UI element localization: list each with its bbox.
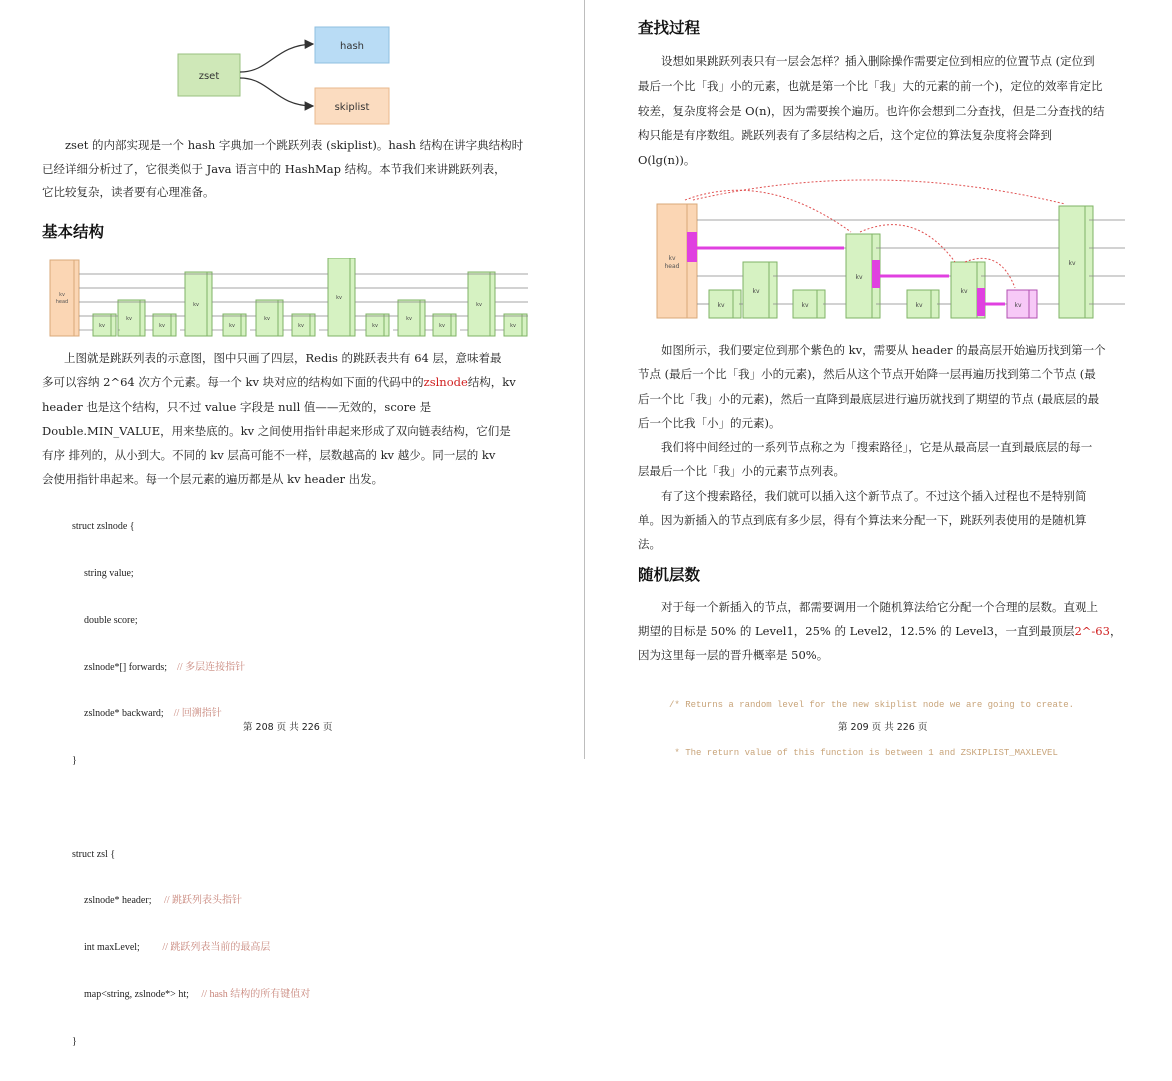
code-blank-line	[72, 800, 310, 816]
random-paragraph	[638, 595, 1123, 667]
arrow-to-skiplist	[240, 78, 313, 106]
section-title-search-process: 查找过程	[638, 19, 701, 37]
left-page-footer: 第 208 页 共 226 页	[243, 722, 333, 733]
search-start-highlight	[687, 232, 697, 262]
skiplist-node-pointer-column	[420, 300, 425, 336]
code-comment-line-2: * The return value of this function is between 1 and ZSKIPLIST_MAXLEVEL	[669, 748, 1058, 758]
insert-line-3: 法。	[638, 537, 661, 552]
intro-line-1: zset 的内部实现是一个 hash 字典加一个跳跃列表 (skiplist)。hash 结构在讲字典结构时	[65, 138, 524, 152]
code-line-7: struct zsl {	[72, 848, 116, 860]
skiplist-node-label: kv	[336, 295, 342, 301]
explain-line-4: 后一个比我「小」的元素)。	[638, 415, 781, 430]
search-path-diagram	[655, 178, 1125, 326]
skiplist-node-pointer-column	[350, 258, 355, 336]
intro-paragraph	[42, 134, 542, 205]
skiplist-node-pointer-column	[207, 272, 212, 336]
skiplist-node-label: kv	[99, 323, 105, 329]
code-line-9-comment: // 跳跃列表当前的最高层	[162, 942, 271, 954]
intro-line-3: 它比较复杂，读者要有心理准备。	[42, 185, 215, 199]
insert-line-2: 单。因为新插入的节点到底有多少层，得有个算法来分配一下，跳跃列表使用的是随机算	[638, 513, 1087, 528]
insert-line-1: 有了这个搜索路径，我们就可以插入这个新节点了。不过这个插入过程也不是特别简	[661, 488, 1087, 503]
intro-line-2: 已经详细分析过了，它很类似于 Java 语言中的 HashMap 结构。本节我们来讲跳跃列表，	[42, 161, 506, 176]
skiplist-node-label: kv	[1068, 260, 1076, 267]
search-line-2: 最后一个比「我」小的元素，也就是第一个比「我」大的元素的前一个)，定位的效率肯定比	[638, 78, 1103, 93]
head-label: kv	[668, 255, 676, 262]
section-title-random-level: 随机层数	[638, 566, 701, 584]
description-paragraph	[42, 346, 542, 492]
head-label: head	[55, 299, 69, 305]
head-node	[50, 260, 74, 336]
code-line-4-comment: // 多层连接指针	[177, 661, 246, 673]
code-line-4-text: zslnode*[] forwards;	[84, 661, 168, 673]
random-line-2-start: 期望的目标是 50% 的 Level1，25% 的 Level2，12.5% 的 Level3，一直到最顶层	[638, 624, 1075, 638]
code-line-8	[72, 893, 310, 909]
skiplist-node-pointer-column	[384, 314, 389, 336]
random-line-3: 因为这里每一层的晋升概率是 50%。	[638, 648, 829, 662]
skiplist-diagram	[48, 258, 528, 342]
skiplist-node-pointer-column	[111, 314, 116, 336]
skiplist-node-label: kv	[855, 274, 863, 281]
skiplist-node-label: kv	[159, 323, 165, 329]
description-line-6: 会使用指针串起来。每一个层元素的遍历都是从 kv header 出发。	[42, 472, 384, 487]
description-line-2-end: 结构，kv	[467, 375, 516, 390]
code-line-8-text: zslnode* header;	[84, 895, 152, 907]
code-line-10	[72, 987, 310, 1003]
search-line-4: 构只能是有序数组。跳跃列表有了多层结构之后，这个定位的算法复杂度将会降到	[638, 128, 1052, 143]
arrow-to-hash	[240, 44, 313, 72]
random-line-2	[638, 619, 1123, 643]
skiplist-node-label: kv	[801, 302, 809, 309]
random-line-2-end: ，	[1109, 624, 1122, 638]
search-paragraph	[638, 49, 1123, 173]
skiplist-node-label: kv	[298, 323, 304, 329]
code-line-3: double score;	[84, 614, 138, 626]
skiplist-node-pointer-column	[451, 314, 456, 336]
code-line-9	[72, 940, 310, 956]
path-line-1: 我们将中间经过的一系列节点称之为「搜索路径」，它是从最高层一直到最底层的每一	[661, 440, 1093, 455]
path-line-2: 层最后一个比「我」小的元素节点列表。	[638, 464, 845, 479]
code-line-11: }	[72, 1035, 77, 1047]
skiplist-node-label: kv	[193, 302, 199, 308]
search-jump-arc	[693, 180, 1065, 204]
skiplist-label: skiplist	[334, 102, 370, 113]
skiplist-node-label: kv	[717, 302, 725, 309]
code-line-2: string value;	[84, 567, 134, 579]
code-line-8-comment: // 跳跃列表头指针	[163, 895, 243, 907]
right-page-footer: 第 209 页 共 226 页	[838, 722, 928, 733]
code-comment-line-1: /* Returns a random level for the new skiplist node we are going to create.	[669, 700, 1075, 710]
skiplist-node-label: kv	[510, 323, 516, 329]
code-line-9-text: int maxLevel;	[84, 942, 140, 954]
skiplist-node-label: kv	[960, 288, 968, 295]
skiplist-node-label: kv	[126, 316, 132, 322]
skiplist-node-label: kv	[372, 323, 378, 329]
zset-label: zset	[198, 71, 220, 82]
search-line-1: 设想如果跳跃列表只有一层会怎样？插入删除操作需要定位到相应的位置节点 (定位到	[661, 54, 1095, 68]
head-node-pointer-column	[74, 260, 79, 336]
code-line-6: }	[72, 755, 77, 767]
search-step-highlight	[977, 288, 985, 316]
skiplist-node-label: kv	[264, 316, 270, 322]
explain-line-1: 如图所示，我们要定位到那个紫色的 kv，需要从 header 的最高层开始遍历找到第一个	[661, 343, 1106, 357]
skiplist-node-pointer-column	[278, 300, 283, 336]
skiplist-node-label: kv	[915, 302, 923, 309]
skiplist-node-pointer-column	[171, 314, 176, 336]
section-title-basic-structure: 基本结构	[42, 223, 105, 241]
description-line-2-start: 多可以容纳 2^64 次方个元素。每一个 kv 块对应的结构如下面的代码中的	[42, 375, 424, 390]
skiplist-node-pointer-column	[522, 314, 527, 336]
description-line-5: 有序 排列的，从小到大。不同的 kv 层高可能不一样，层数越高的 kv 越少。同一层的 kv	[42, 448, 496, 463]
skiplist-node-label: kv	[1014, 302, 1022, 309]
description-line-4: Double.MIN_VALUE，用来垫底的。kv 之间使用指针串起来形成了双向链表结构，它们是	[42, 423, 511, 438]
right-page	[585, 0, 1172, 759]
skiplist-node-label: kv	[439, 323, 445, 329]
description-line-1: 上图就是跳跃列表的示意图，图中只画了四层，Redis 的跳跃表共有 64 层，意味着最	[64, 351, 502, 365]
random-line-1: 对于每一个新插入的节点，都需要调用一个随机算法给它分配一个合理的层数。直观上	[661, 600, 1098, 614]
code-line-4	[72, 660, 310, 676]
explain-line-2: 节点 (最后一个比「我」小的元素)，然后从这个节点开始降一层再遍历找到第二个节点 (最	[638, 367, 1096, 382]
head-label: head	[664, 263, 680, 270]
skiplist-node-pointer-column	[310, 314, 315, 336]
search-line-5: O(lg(n))。	[638, 153, 696, 168]
skiplist-node-pointer-column	[1085, 206, 1093, 318]
zslnode-highlight: zslnode	[423, 375, 468, 390]
zset-diagram	[170, 22, 400, 130]
head-label: kv	[59, 292, 65, 298]
code-line-1: struct zslnode {	[72, 521, 135, 533]
skiplist-node-pointer-column	[490, 272, 495, 336]
code-line-5-text: zslnode* backward;	[84, 708, 164, 720]
explain-paragraph	[638, 338, 1123, 557]
skiplist-node-label: kv	[229, 323, 235, 329]
skiplist-node-label: kv	[476, 302, 482, 308]
hash-label: hash	[339, 41, 365, 52]
search-line-3: 较差，复杂度将会是 O(n)，因为需要挨个遍历。也许你会想到二分查找，但是二分查找的结	[638, 103, 1105, 118]
struct-code-block	[72, 488, 310, 1081]
probability-highlight: 2^-63	[1074, 624, 1110, 638]
code-line-10-comment: // hash 结构的所有键值对	[201, 989, 311, 1000]
left-page	[0, 0, 584, 1047]
skiplist-node-label: kv	[406, 316, 412, 322]
code-line-5-comment: // 回溯指针	[173, 708, 222, 720]
explain-line-3: 后一个比「我」小的元素)，然后一直降到最底层进行遍历就找到了期望的节点 (最底层的最	[638, 391, 1100, 406]
code-line-10-text: map<string, zslnode*> ht;	[84, 989, 189, 1000]
skiplist-node-pointer-column	[241, 314, 246, 336]
skiplist-node-pointer-column	[1029, 290, 1037, 318]
description-line-3: header 也是这个结构，只不过 value 字段是 null 值——无效的，score 是	[42, 399, 432, 414]
skiplist-node-pointer-column	[140, 300, 145, 336]
skiplist-node-label: kv	[752, 288, 760, 295]
description-line-2	[42, 370, 542, 394]
search-step-highlight	[872, 260, 880, 288]
skiplist-node-pointer-column	[769, 262, 777, 318]
